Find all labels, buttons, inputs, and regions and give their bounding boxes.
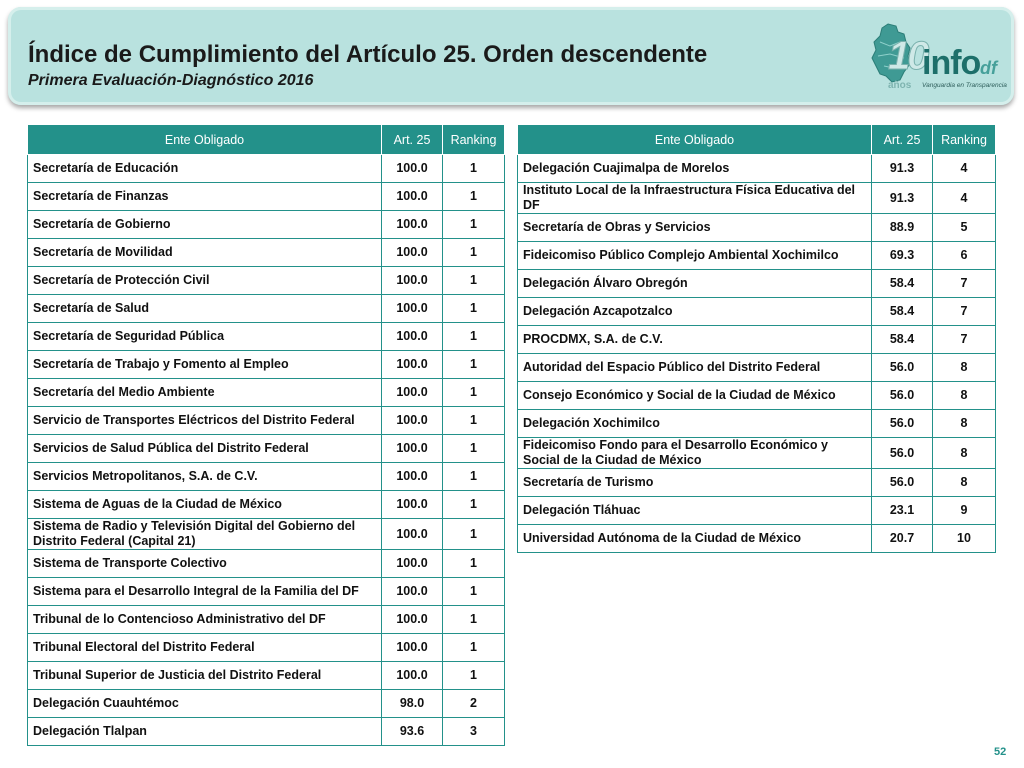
art25-cell: 100.0 [382,267,443,295]
column-header-ranking: Ranking [443,125,505,155]
art25-cell: 23.1 [872,497,933,525]
ranking-cell: 1 [443,519,505,550]
entity-cell: Universidad Autónoma de la Ciudad de México [518,525,872,553]
art25-cell: 100.0 [382,407,443,435]
entity-cell: Secretaría de Obras y Servicios [518,214,872,242]
entity-cell: Secretaría de Movilidad [28,239,382,267]
ranking-cell: 1 [443,578,505,606]
ranking-cell: 1 [443,351,505,379]
table-row [518,183,996,214]
entity-cell: Servicios de Salud Pública del Distrito Federal [28,435,382,463]
table-row [28,606,505,634]
table-row [518,438,996,469]
table-row [518,525,996,553]
art25-cell: 100.0 [382,519,443,550]
ranking-cell: 1 [443,606,505,634]
page-subtitle: Primera Evaluación-Diagnóstico 2016 [28,72,314,89]
table-row [28,351,505,379]
column-header-art25: Art. 25 [872,125,933,155]
table-row [28,211,505,239]
art25-cell: 100.0 [382,211,443,239]
ranking-cell: 8 [933,438,996,469]
ranking-cell: 8 [933,469,996,497]
art25-cell: 100.0 [382,606,443,634]
entity-cell: Tribunal Superior de Justicia del Distrito Federal [28,662,382,690]
entity-cell: Delegación Cuajimalpa de Morelos [518,155,872,183]
entity-cell: Secretaría de Trabajo y Fomento al Empleo [28,351,382,379]
art25-cell: 100.0 [382,634,443,662]
entity-cell: PROCDMX, S.A. de C.V. [518,326,872,354]
logo-word: info [922,44,981,82]
table-row [28,239,505,267]
art25-cell: 100.0 [382,379,443,407]
art25-cell: 20.7 [872,525,933,553]
art25-cell: 100.0 [382,463,443,491]
table-row [28,463,505,491]
ranking-cell: 1 [443,435,505,463]
table-row [28,662,505,690]
ranking-cell: 1 [443,211,505,239]
art25-cell: 98.0 [382,690,443,718]
table-row [28,323,505,351]
entity-cell: Autoridad del Espacio Público del Distrito Federal [518,354,872,382]
art25-cell: 100.0 [382,491,443,519]
ranking-cell: 10 [933,525,996,553]
entity-cell: Servicio de Transportes Eléctricos del Distrito Federal [28,407,382,435]
art25-cell: 100.0 [382,662,443,690]
column-header-entity: Ente Obligado [28,125,382,155]
column-header-art25: Art. 25 [382,125,443,155]
table-row [28,550,505,578]
art25-cell: 56.0 [872,469,933,497]
ranking-cell: 1 [443,183,505,211]
table-row [518,298,996,326]
ranking-cell: 4 [933,155,996,183]
art25-cell: 69.3 [872,242,933,270]
ranking-cell: 1 [443,463,505,491]
column-header-ranking: Ranking [933,125,996,155]
ranking-cell: 1 [443,407,505,435]
page-number: 52 [994,746,1007,758]
ranking-cell: 1 [443,491,505,519]
entity-cell: Delegación Tlalpan [28,718,382,746]
entity-cell: Sistema de Aguas de la Ciudad de México [28,491,382,519]
ranking-cell: 1 [443,550,505,578]
table-row [28,634,505,662]
ranking-cell: 8 [933,410,996,438]
ranking-cell: 1 [443,239,505,267]
art25-cell: 93.6 [382,718,443,746]
logo-number: 10 [888,34,927,78]
ranking-cell: 5 [933,214,996,242]
art25-cell: 100.0 [382,323,443,351]
table-header-row [518,125,996,155]
art25-cell: 56.0 [872,382,933,410]
entity-cell: Sistema para el Desarrollo Integral de la Familia del DF [28,578,382,606]
table-row [28,690,505,718]
art25-cell: 100.0 [382,550,443,578]
art25-cell: 58.4 [872,326,933,354]
art25-cell: 56.0 [872,410,933,438]
table-row [28,407,505,435]
ranking-cell: 7 [933,326,996,354]
ranking-cell: 1 [443,155,505,183]
ranking-cell: 1 [443,295,505,323]
entity-cell: Secretaría de Protección Civil [28,267,382,295]
art25-cell: 100.0 [382,155,443,183]
entity-cell: Instituto Local de la Infraestructura Física Educativa del DF [518,183,872,214]
table-row [518,410,996,438]
entity-cell: Delegación Álvaro Obregón [518,270,872,298]
art25-cell: 58.4 [872,270,933,298]
entity-cell: Secretaría de Turismo [518,469,872,497]
art25-cell: 58.4 [872,298,933,326]
table-row [28,183,505,211]
table-row [518,214,996,242]
table-row [518,354,996,382]
entity-cell: Delegación Cuauhtémoc [28,690,382,718]
logo-tagline: Vanguardia en Transparencia [922,82,1007,89]
entity-cell: Tribunal de lo Contencioso Administrativo del DF [28,606,382,634]
column-header-entity: Ente Obligado [518,125,872,155]
ranking-cell: 9 [933,497,996,525]
entity-cell: Delegación Azcapotzalco [518,298,872,326]
ranking-cell: 8 [933,354,996,382]
table-row [518,155,996,183]
ranking-cell: 3 [443,718,505,746]
table-row [28,491,505,519]
art25-cell: 91.3 [872,183,933,214]
entity-cell: Secretaría de Gobierno [28,211,382,239]
art25-cell: 56.0 [872,438,933,469]
table-row [518,242,996,270]
art25-cell: 88.9 [872,214,933,242]
table-row [518,326,996,354]
ranking-cell: 1 [443,379,505,407]
entity-cell: Consejo Económico y Social de la Ciudad de México [518,382,872,410]
entity-cell: Sistema de Radio y Televisión Digital del Gobierno del Distrito Federal (Capital 21) [28,519,382,550]
table-row [518,469,996,497]
table-row [28,295,505,323]
logo-years: años [888,80,912,91]
ranking-cell: 7 [933,270,996,298]
art25-cell: 56.0 [872,354,933,382]
art25-cell: 100.0 [382,578,443,606]
infodf-logo [862,18,1010,98]
ranking-cell: 7 [933,298,996,326]
logo-df: df [980,58,997,78]
entity-cell: Sistema de Transporte Colectivo [28,550,382,578]
art25-cell: 100.0 [382,239,443,267]
art25-cell: 100.0 [382,295,443,323]
entity-cell: Secretaría del Medio Ambiente [28,379,382,407]
art25-cell: 100.0 [382,435,443,463]
ranking-cell: 8 [933,382,996,410]
table-row [518,270,996,298]
table-header-row [28,125,505,155]
ranking-cell: 1 [443,662,505,690]
entity-cell: Fideicomiso Fondo para el Desarrollo Económico y Social de la Ciudad de México [518,438,872,469]
ranking-cell: 2 [443,690,505,718]
table-row [28,155,505,183]
ranking-cell: 1 [443,267,505,295]
art25-cell: 100.0 [382,351,443,379]
entity-cell: Secretaría de Educación [28,155,382,183]
entity-cell: Delegación Xochimilco [518,410,872,438]
table-row [28,578,505,606]
entity-cell: Tribunal Electoral del Distrito Federal [28,634,382,662]
table-row [28,267,505,295]
ranking-cell: 6 [933,242,996,270]
page-title: Índice de Cumplimiento del Artículo 25. Orden descendente [28,41,708,68]
entity-cell: Secretaría de Finanzas [28,183,382,211]
entity-cell: Servicios Metropolitanos, S.A. de C.V. [28,463,382,491]
ranking-table-right [517,124,996,553]
table-row [28,718,505,746]
table-row [518,497,996,525]
entity-cell: Fideicomiso Público Complejo Ambiental Xochimilco [518,242,872,270]
entity-cell: Secretaría de Seguridad Pública [28,323,382,351]
ranking-cell: 4 [933,183,996,214]
art25-cell: 91.3 [872,155,933,183]
art25-cell: 100.0 [382,183,443,211]
table-row [28,435,505,463]
entity-cell: Secretaría de Salud [28,295,382,323]
table-row [518,382,996,410]
table-row [28,379,505,407]
entity-cell: Delegación Tláhuac [518,497,872,525]
table-row [28,519,505,550]
ranking-cell: 1 [443,634,505,662]
ranking-table-left [27,124,505,746]
ranking-cell: 1 [443,323,505,351]
